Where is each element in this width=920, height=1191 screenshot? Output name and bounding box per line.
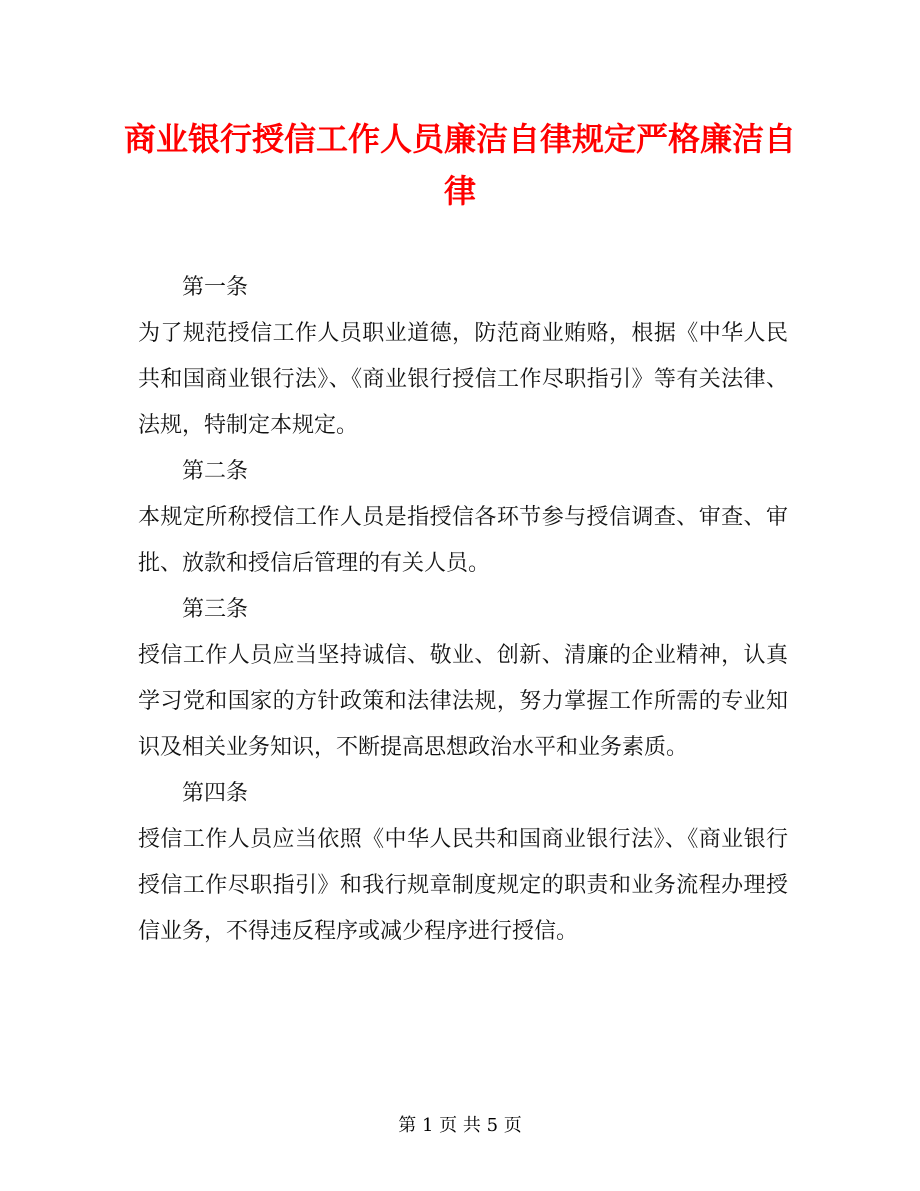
article-heading: 第二条 [182,459,249,484]
total-page-count: 5 [486,1115,499,1136]
article [138,265,788,449]
article-heading: 第一条 [182,275,249,300]
article-heading: 第三条 [182,597,249,622]
page-footer [0,1113,920,1139]
article [138,449,788,587]
document-title: 商业银行授信工作人员廉洁自律规定严格廉洁自律 [123,120,796,210]
article-text: 授信工作人员应当依照《中华人民共和国商业银行法》、《商业银行授信工作尽职指引》和我行规章制度规定的职责和业务流程办理授信业务，不得违反程序或减少程序进行授信。 [138,827,788,944]
article [138,771,788,955]
page-number-prefix: 第 [398,1115,417,1136]
article-heading: 第四条 [182,781,249,806]
article-text: 为了规范授信工作人员职业道德，防范商业贿赂，根据《中华人民共和国商业银行法》、《商业银行授信工作尽职指引》等有关法律、法规，特制定本规定。 [138,321,788,438]
page-number-middle: 页 共 [439,1115,481,1136]
article [138,587,788,771]
article-text: 授信工作人员应当坚持诚信、敬业、创新、清廉的企业精神，认真学习党和国家的方针政策和法律法规，努力掌握工作所需的专业知识及相关业务知识，不断提高思想政治水平和业务素质。 [138,643,788,760]
document-body [138,265,788,955]
article-text: 本规定所称授信工作人员是指授信各环节参与授信调查、审查、审批、放款和授信后管理的有关人员。 [138,505,788,576]
current-page-number: 1 [421,1115,434,1136]
page-number-suffix: 页 [503,1115,522,1136]
